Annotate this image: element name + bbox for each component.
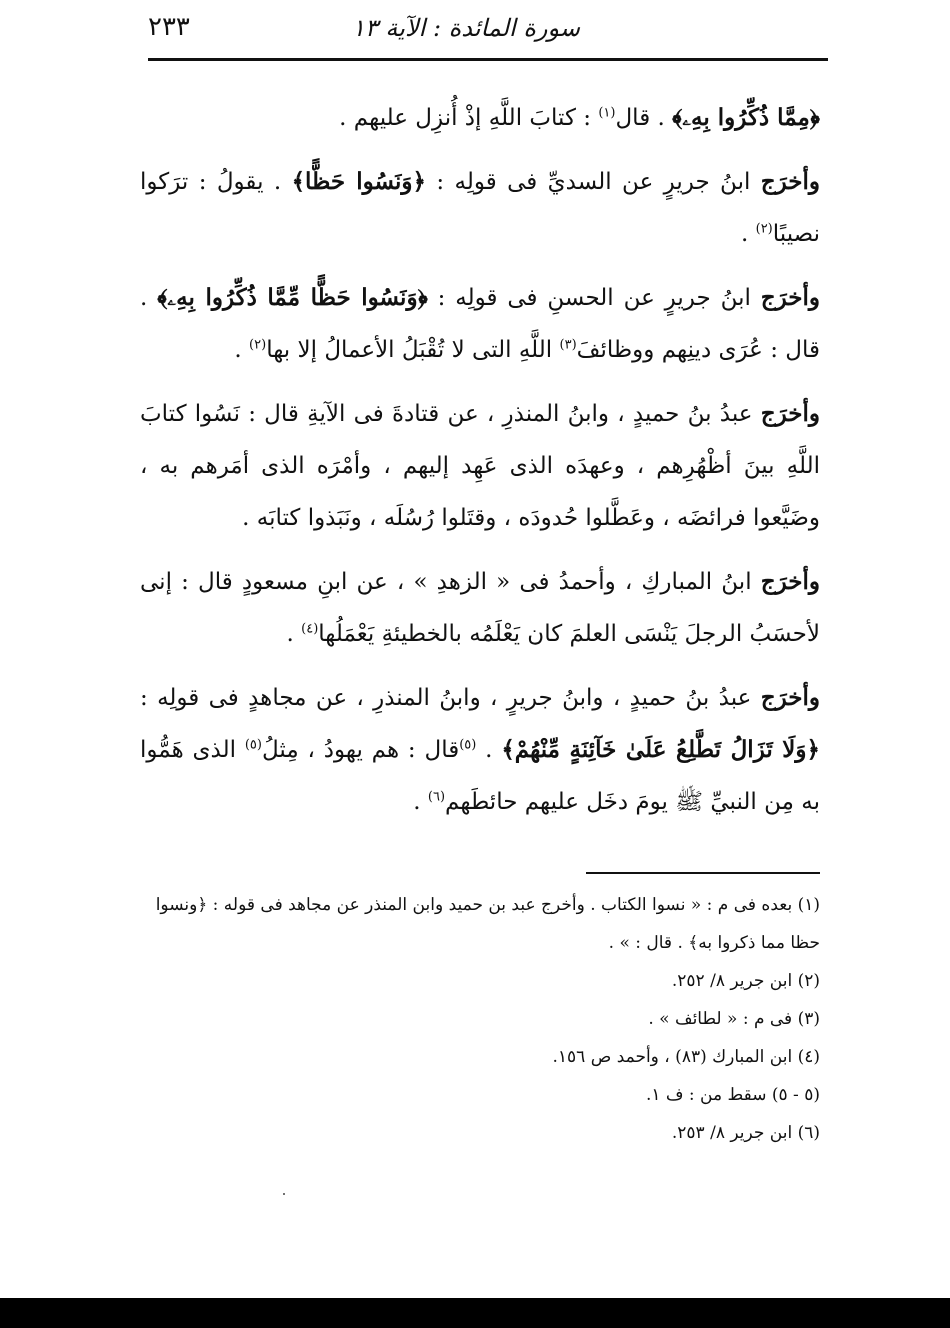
quran-quote: ﴿مِمَّا ذُكِّرُوا بِهِۦ﴾ (672, 104, 820, 131)
lead-word: وأخرَج (760, 168, 821, 195)
lead-word: وأخرَج (760, 568, 820, 595)
footnote-marker: (٣) (559, 337, 577, 353)
text-segment: اللَّهِ التى لا تُقْبَلُ الأعمالُ إلا بها (266, 337, 560, 363)
page-number: ٢٣٣ (148, 12, 190, 42)
text-segment: ابنُ المباركِ ، وأحمدُ فى « الزهدِ » ، عن ابنِ مسعودٍ قال : إنى لأحسَبُ الرجلَ يَنْسَى العلمَ كان يَعْلَمُه بالخطيئةِ يَعْمَلُها (140, 569, 820, 647)
footnote: (٥ - ٥) سقط من : ف ١. (645, 1085, 820, 1105)
scan-border (0, 1298, 950, 1328)
footnote-marker: (٥) (244, 737, 262, 753)
paragraph (140, 556, 820, 660)
footnote-marker: (٦) (427, 789, 446, 805)
text-segment: . (476, 737, 502, 763)
paragraph (140, 272, 820, 376)
text-segment: عبدُ بنُ حميدٍ ، وابنُ المنذرِ ، عن قتادةَ فى الآيةِ قال : نَسُوا كتابَ اللَّهِ بينَ أظْهُرِهم ، وعهدَه الذى عَهِد إليهم ، وأمْرَه الذى أمَرهم به ، وضَيَّعوا فرائضَه ، وعَطَّلوا حُدودَه ، وقتَلوا رُسُلَه ، ونَبَذوا كتابَه . (140, 401, 820, 531)
footnote-marker: (٢) (755, 221, 773, 237)
footnote: (١) بعده فى م : « نسوا الكتاب . وأخرج عبد بن حميد وابن المنذر عن مجاهد فى قوله : ﴿ونسوا حظا مما ذكروا به﴾ . قال : » . (155, 895, 820, 953)
text-segment: . (740, 221, 756, 247)
footnote: (٦) ابن جرير ٨/ ٢٥٣. (671, 1123, 820, 1143)
paragraph (140, 388, 820, 544)
running-title: سورة المائدة : الآية ١٣ (352, 14, 580, 42)
text-segment: . قال : عُرَى دينِهم ووظائفَ (140, 285, 820, 363)
footnote-marker: (٢) (249, 337, 267, 353)
quran-quote: ﴿وَلَا تَزَالُ تَطَّلِعُ عَلَىٰ خَآئِنَةٍ مِّنْهُمْ﴾ (501, 736, 821, 763)
page-header (148, 8, 828, 58)
text-segment: ابنُ جريرٍ عن الحسنِ فى قولِه : (427, 285, 761, 311)
footnote-marker: (٤) (301, 621, 319, 637)
paragraph (140, 156, 820, 260)
scan-speck (283, 1193, 285, 1195)
text-segment: . (286, 621, 302, 647)
footnote: (٢) ابن جرير ٨/ ٢٥٢. (671, 971, 820, 991)
footnote: (٣) فى م : « لطائف » . (648, 1009, 820, 1029)
footnote-marker: (١) (598, 105, 616, 121)
main-text (140, 92, 820, 840)
footnote: (٤) ابن المبارك (٨٣) ، وأحمد ص ١٥٦. (552, 1047, 820, 1067)
paragraph (140, 92, 820, 144)
lead-word: وأخرَج (760, 284, 821, 311)
header-rule (148, 58, 828, 61)
text-segment: . قال (615, 105, 673, 131)
text-segment: . يقولُ : ترَكوا نصيبًا (140, 169, 820, 247)
text-segment: : كتابَ اللَّهِ إذْ أُنزِل عليهم . (339, 105, 599, 131)
quran-quote: ﴿وَنَسُوا حَظًّا مِّمَّا ذُكِّرُوا بِهِۦ﴾ (157, 284, 428, 311)
footnote-rule (586, 872, 820, 874)
text-segment: عبدُ بنُ حميدٍ ، وابنُ جريرٍ ، وابنُ المنذرِ ، عن مجاهدٍ فى قولِه : (140, 685, 761, 711)
footnote-marker: (٥) (459, 737, 477, 753)
paragraph (140, 672, 820, 828)
text-segment: الذى هَمُّوا به مِن النبيِّ ﷺ يومَ دخَل عليهم حائطَهم (140, 737, 820, 815)
lead-word: وأخرَج (760, 684, 820, 711)
footnotes (140, 886, 820, 1152)
text-segment: قال : هم يهودُ ، مِثلُ (261, 737, 460, 763)
lead-word: وأخرَج (760, 400, 820, 427)
quran-quote: ﴿وَنَسُوا حَظًّا﴾ (291, 168, 426, 195)
text-segment: . (234, 337, 250, 363)
text-segment: . (413, 789, 428, 815)
text-segment: ابنُ جريرٍ عن السديِّ فى قولِه : (426, 169, 761, 195)
